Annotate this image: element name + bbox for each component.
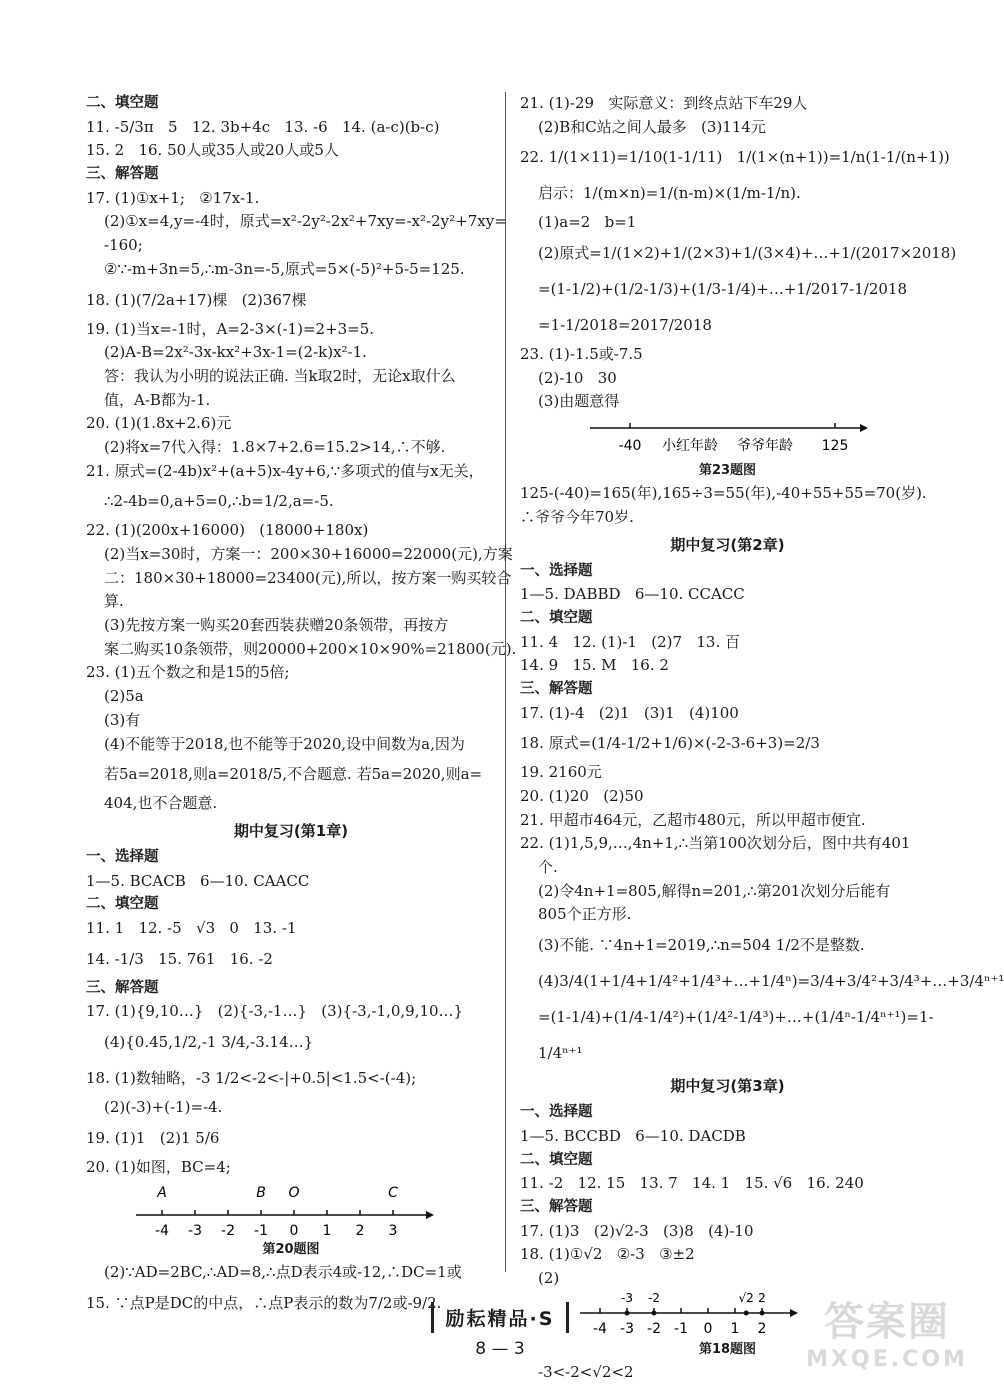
right-mid-line: =(1-1/4)+(1/4-1/4²)+(1/4²-1/4³)+…+(1/4ⁿ-1/4ⁿ⁺¹)=1- xyxy=(538,1008,934,1027)
age-label: 125 xyxy=(821,438,849,455)
right-mid-line: 11. 4 12. (1)-1 (2)7 13. 百 xyxy=(520,632,740,651)
right-mid-line: 1/4ⁿ⁺¹ xyxy=(538,1044,583,1063)
right-mid-line: 17. (1)-4 (2)1 (3)1 (4)100 xyxy=(520,703,739,722)
left-column-line: 21. 原式=(2-4b)x²+(a+5)x-4y+6,∵多项式的值与x无关， xyxy=(86,461,484,480)
left-column-line: 一、选择题 xyxy=(86,848,159,865)
point-label: A xyxy=(157,1185,167,1202)
tick-label: 3 xyxy=(388,1223,398,1240)
left-column-line: 三、解答题 xyxy=(86,166,159,183)
left-column-line: 二、填空题 xyxy=(86,95,159,111)
right-column-line: 启示：1/(m×n)=1/(n-m)×(1/m-1/n). xyxy=(538,184,801,203)
tick-label: -1 xyxy=(674,1320,688,1337)
age-label: 小红年龄 xyxy=(662,438,718,455)
tick-label: -2 xyxy=(647,1320,661,1337)
right-mid-line: 1—5. BCCBD 6—10. DACDB xyxy=(520,1126,746,1145)
left-column-line: (2)A-B=2x²-3x-kx²+3x-1=(2-k)x²-1. xyxy=(104,343,367,362)
left-column-line: 18. (1)(7/2a+17)棵 (2)367棵 xyxy=(86,290,307,309)
left-tail-line: 15. ∵点P是DC的中点，∴点P表示的数为7/2或-9/2. xyxy=(86,1294,442,1313)
left-column-line: 18. (1)数轴略，-3 1/2<-2<-|+0.5|<1.5<-(-4); xyxy=(86,1069,417,1087)
right-column-line: (2)原式=1/(1×2)+1/(2×3)+1/(3×4)+…+1/(2017×2018) xyxy=(538,244,957,263)
left-column-line: (4){0.45,1/2,-1 3/4,-3.14…} xyxy=(104,1033,314,1051)
right-mid-line: 19. 2160元 xyxy=(520,763,602,782)
point-label: C xyxy=(388,1185,398,1202)
left-column-line: 17. (1){9,10…} (2){-3,-1…} (3){-3,-1,0,9,10…} xyxy=(86,1002,464,1021)
left-column-line: 14. -1/3 15. 761 16. -2 xyxy=(86,949,273,968)
right-column-line: (3)由题意得 xyxy=(538,392,620,411)
left-column-line: 算. xyxy=(104,592,124,611)
right-mid-line: 22. (1)1,5,9,…,4n+1,∴当第100次划分后，图中共有401 xyxy=(520,834,911,853)
left-column-line: 17. (1)①x+1; ②17x-1. xyxy=(86,188,260,207)
figure-23-number-line xyxy=(520,414,935,460)
right-column-line: (2)-10 30 xyxy=(538,368,617,387)
tick-label: -3 xyxy=(188,1223,202,1240)
right-mid-line: 期中复习(第3章) xyxy=(670,1077,785,1096)
right-mid-line: (2)令4n+1=805,解得n=201,∴第201次划分后能有 xyxy=(538,881,891,900)
right-mid-line: 18. 原式=(1/4-1/2+1/6)×(-2-3-6+3)=2/3 xyxy=(520,734,820,753)
left-column-line: 404,也不合题意. xyxy=(104,794,218,813)
age-label: -40 xyxy=(618,438,642,455)
left-column-line: (2)①x=4,y=-4时，原式=x²-2y²-2x²+7xy=-x²-2y²+7xy= xyxy=(104,212,507,231)
right-mid-line: 个. xyxy=(538,858,558,877)
point-label: √2 xyxy=(738,1290,754,1305)
tick-label: 0 xyxy=(289,1223,299,1240)
right-mid-line: 17. (1)3 (2)√2-3 (3)8 (4)-10 xyxy=(520,1221,754,1240)
right-mid-line: 二、填空题 xyxy=(520,609,593,626)
tick-label: -3 xyxy=(620,1320,634,1337)
right-mid-line: 期中复习(第2章) xyxy=(670,535,785,554)
right-mid-line: 三、解答题 xyxy=(520,680,593,697)
tick-label: -1 xyxy=(254,1223,268,1240)
left-column-line: 11. 1 12. -5 √3 0 13. -1 xyxy=(86,918,297,937)
left-column-line: 19. (1)当x=-1时，A=2-3×(-1)=2+3=5. xyxy=(86,319,375,338)
figure-23-caption: 第23题图 xyxy=(698,463,757,479)
right-mid-line: 一、选择题 xyxy=(520,562,593,579)
right-mid-line: (3)不能. ∵4n+1=2019,∴n=504 1/2不是整数. xyxy=(538,936,865,955)
left-column-line: 二、填空题 xyxy=(86,896,159,913)
left-column-line: 二：180×30+18000=23400(元),所以，按方案一购买较合 xyxy=(104,568,512,587)
left-column-line: (4)不能等于2018,也不能等于2020,设中间数为a,因为 xyxy=(104,734,465,753)
right-column xyxy=(520,92,1004,1384)
right-mid-line: 一、选择题 xyxy=(520,1104,593,1121)
right-mid-line: 20. (1)20 (2)50 xyxy=(520,787,644,805)
right-column-line: 23. (1)-1.5或-7.5 xyxy=(520,345,643,364)
left-column-line: 三、解答题 xyxy=(86,979,159,996)
figure-20-number-line xyxy=(86,1179,496,1239)
right-mid-line: 18. (1)①√2 ②-3 ③±2 xyxy=(520,1245,695,1264)
right-mid-line: 1—5. DABBD 6—10. CCACC xyxy=(520,585,745,604)
right-column-line: =(1-1/2)+(1/2-1/3)+(1/3-1/4)+…+1/2017-1/2018 xyxy=(538,280,908,299)
right-mid-line: 三、解答题 xyxy=(520,1198,593,1215)
right-mid-line: 二、填空题 xyxy=(520,1151,593,1168)
watermark-text: 答案圈 xyxy=(824,1299,950,1345)
left-column-line: -160; xyxy=(104,236,143,255)
right-mid-line: 11. -2 12. 15 13. 7 14. 1 15. √6 16. 240 xyxy=(520,1174,864,1193)
column-divider xyxy=(505,92,506,1272)
watermark xyxy=(792,1290,982,1380)
tick-label: -2 xyxy=(221,1223,235,1240)
watermark-url: MXQE.COM xyxy=(806,1347,968,1372)
right-column-line: (2)B和C站之间人最多 (3)114元 xyxy=(538,117,766,136)
tick-label: 1 xyxy=(730,1320,740,1337)
left-column-line: 19. (1)1 (2)1 5/6 xyxy=(86,1128,220,1147)
right-column-line: =1-1/2018=2017/2018 xyxy=(538,316,712,335)
age-label: 爷爷年龄 xyxy=(737,438,793,455)
left-column-line: 11. -5/3π 5 12. 3b+4c 13. -6 14. (a-c)(b-c) xyxy=(86,117,440,136)
right-mid-line: ∴爷爷今年70岁. xyxy=(520,507,634,526)
left-tail-line: (2)∵AD=2BC,∴AD=8,∴点D表示4或-12,∴DC=1或 xyxy=(104,1263,462,1282)
tick-label: -4 xyxy=(593,1320,607,1337)
right-mid-line: (2) xyxy=(538,1268,560,1287)
right-column-line: 21. (1)-29 实际意义：到终点站下车29人 xyxy=(520,94,808,112)
left-column-line: 值，A-B都为-1. xyxy=(104,390,211,409)
left-column-line: 若5a=2018,则a=2018/5,不合题意. 若5a=2020,则a= xyxy=(104,765,483,784)
right-mid-line: 14. 9 15. M 16. 2 xyxy=(520,656,669,675)
right-tail-line: -3<-2<√2<2 xyxy=(538,1362,634,1381)
left-column xyxy=(86,92,517,1321)
left-column-line: (3)先按方案一购买20套西装获赠20条领带，再按方 xyxy=(104,616,449,635)
point-label: B xyxy=(256,1185,266,1202)
right-column-line: (1)a=2 b=1 xyxy=(538,213,637,232)
left-column-line: 案二购买10条领带，则20000+200×10×90%=21800(元). xyxy=(104,639,517,658)
right-column-line: 22. 1/(1×11)=1/10(1-1/11) 1/(1×(n+1))=1/n(1-1/(n+1)) xyxy=(520,148,950,167)
left-column-line: (2)5a xyxy=(104,687,144,706)
right-mid-line: 21. 甲超市464元，乙超市480元，所以甲超市便宜. xyxy=(520,810,866,829)
left-column-line: 20. (1)如图，BC=4; xyxy=(86,1157,231,1176)
figure-20-caption: 第20题图 xyxy=(262,1242,320,1258)
tick-label: 0 xyxy=(703,1320,713,1337)
left-column-line: ②∵-m+3n=5,∴m-3n=-5,原式=5×(-5)²+5-5=125. xyxy=(104,259,465,278)
left-column-line: (2)将x=7代入得：1.8×7+2.6=15.2>14,∴不够. xyxy=(104,437,446,456)
tick-label: 2 xyxy=(355,1223,365,1240)
right-mid-line: 805个正方形. xyxy=(538,905,632,924)
tick-label: 2 xyxy=(757,1320,767,1337)
tick-label: -4 xyxy=(155,1223,169,1240)
left-column-line: 22. (1)(200x+16000) (18000+180x) xyxy=(86,521,369,540)
point-label: -2 xyxy=(648,1290,660,1305)
left-column-line: 20. (1)(1.8x+2.6)元 xyxy=(86,414,232,433)
left-column-line: 23. (1)五个数之和是15的5倍; xyxy=(86,663,290,682)
brand-mark: 励耘精品·S xyxy=(431,1302,570,1333)
left-column-line: (2)(-3)+(-1)=-4. xyxy=(104,1098,223,1116)
left-column-line: 期中复习(第1章) xyxy=(233,821,349,840)
left-column-line: ∴2-4b=0,a+5=0,∴b=1/2,a=-5. xyxy=(104,492,334,511)
right-mid-line: 125-(-40)=165(年),165÷3=55(年),-40+55+55=70(岁). xyxy=(520,484,927,503)
tick-label: 1 xyxy=(322,1223,332,1240)
point-label: -3 xyxy=(621,1290,633,1305)
left-column-line: (2)当x=30时，方案一：200×30+16000=22000(元),方案 xyxy=(104,545,513,563)
left-column-line: 答：我认为小明的说法正确. 当k取2时，无论x取什么 xyxy=(104,366,456,385)
left-column-line: (3)有 xyxy=(104,710,141,729)
left-column-line: 15. 2 16. 50人或35人或20人或5人 xyxy=(86,141,339,160)
point-label: 2 xyxy=(758,1290,766,1305)
point-label: O xyxy=(288,1185,300,1202)
page-number: 8 — 3 xyxy=(475,1339,525,1359)
left-column-line: 1—5. BCACB 6—10. CAACC xyxy=(86,871,310,890)
right-mid-line: (4)3/4(1+1/4+1/4²+1/4³+…+1/4ⁿ)=3/4+3/4²+3/4³+…+3/4ⁿ⁺¹ xyxy=(538,972,1004,991)
figure-18-caption: 第18题图 xyxy=(698,1341,757,1357)
